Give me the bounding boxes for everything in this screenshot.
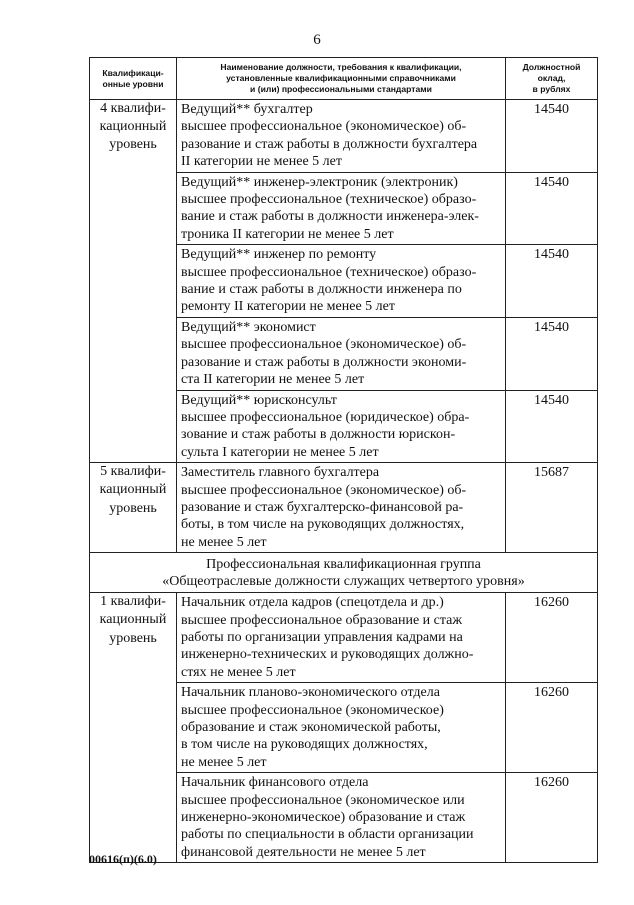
table-row bbox=[90, 463, 598, 553]
position-title: Начальник отдела кадров (спецотдела и др.) bbox=[181, 595, 444, 611]
table-header-row bbox=[90, 58, 598, 100]
requirement-line: вание и стаж работы в должности инженера-элек- bbox=[181, 209, 479, 225]
salary-cell: 16260 bbox=[506, 773, 598, 863]
position-description-cell bbox=[177, 100, 506, 173]
requirement-line: ста II категории не менее 5 лет bbox=[181, 372, 365, 388]
requirement-line: образование и стаж экономической работы, bbox=[181, 720, 441, 735]
requirement-line: высшее профессиональное (техническое) образо- bbox=[181, 264, 477, 280]
position-description-cell bbox=[177, 773, 506, 863]
requirement-line: не менее 5 лет bbox=[181, 754, 267, 770]
header-salary: Должностной оклад, в рублях bbox=[506, 58, 598, 100]
position-title: Ведущий** экономист bbox=[181, 319, 316, 335]
salary-cell: 14540 bbox=[506, 317, 598, 390]
requirement-line: троника II категории не менее 5 лет bbox=[181, 226, 394, 242]
requirement-line: не менее 5 лет bbox=[181, 534, 267, 550]
position-description-cell bbox=[177, 172, 506, 245]
requirement-line: высшее профессиональное (экономическое) об- bbox=[181, 337, 467, 353]
requirement-line: разование и стаж работы в должности бухгалтера bbox=[181, 136, 478, 152]
requirement-line: высшее профессиональное (юридическое) обра- bbox=[181, 409, 470, 425]
requirement-line: высшее профессиональное (экономическое или bbox=[181, 792, 465, 808]
salary-cell: 14540 bbox=[506, 172, 598, 245]
position-title: Начальник финансового отдела bbox=[181, 775, 369, 791]
document-code: 00616(п)(6.0) bbox=[89, 852, 157, 866]
requirement-line: боты, в том числе на руководящих должностях, bbox=[181, 517, 465, 533]
qualification-table bbox=[89, 57, 598, 863]
requirement-line: работы по организации управления кадрами на bbox=[181, 629, 463, 645]
group-title: Профессиональная квалификационная группа «Общеотраслевые должности служащих четвертого уровня» bbox=[90, 553, 598, 593]
requirement-line: высшее профессиональное (экономическое) bbox=[181, 702, 444, 718]
qualification-level-cell: 4 квалифи- кационный уровень bbox=[90, 100, 177, 463]
salary-cell: 15687 bbox=[506, 463, 598, 553]
table-row bbox=[90, 100, 598, 173]
requirement-line: разование и стаж бухгалтерско-финансовой ра- bbox=[181, 499, 464, 515]
requirement-line: II категории не менее 5 лет bbox=[181, 154, 342, 170]
header-position: Наименование должности, требования к квалификации, установленные квалификационными справочниками и (или) профессиональными стандартами bbox=[177, 58, 506, 100]
header-level: Квалификаци- онные уровни bbox=[90, 58, 177, 100]
requirement-line: работы по специальности в области организации bbox=[181, 827, 474, 843]
position-title: Ведущий** инженер-электроник (электроник) bbox=[181, 174, 458, 190]
requirement-line: инженерно-экономическое) образование и стаж bbox=[181, 810, 466, 826]
position-description-cell bbox=[177, 593, 506, 683]
requirement-line: ремонту II категории не менее 5 лет bbox=[181, 299, 395, 315]
salary-cell: 16260 bbox=[506, 683, 598, 773]
requirement-line: зование и стаж работы в должности юрискон- bbox=[181, 427, 456, 443]
requirement-line: сульта I категории не менее 5 лет bbox=[181, 444, 379, 460]
salary-cell: 16260 bbox=[506, 593, 598, 683]
position-description-cell bbox=[177, 245, 506, 318]
qualification-level-cell: 5 квалифи- кационный уровень bbox=[90, 463, 177, 553]
group-title-row bbox=[90, 553, 598, 593]
requirement-line: высшее профессиональное (техническое) образо- bbox=[181, 192, 477, 208]
requirement-line: вание и стаж работы в должности инженера по bbox=[181, 282, 462, 298]
position-title: Заместитель главного бухгалтера bbox=[181, 465, 380, 481]
position-description-cell bbox=[177, 390, 506, 463]
requirement-line: разование и стаж работы в должности экономи- bbox=[181, 354, 467, 370]
page-number: 6 bbox=[313, 32, 321, 48]
salary-cell: 14540 bbox=[506, 390, 598, 463]
requirement-line: высшее профессиональное (экономическое) об- bbox=[181, 482, 467, 498]
requirement-line: инженерно-технических и руководящих должно- bbox=[181, 647, 474, 663]
requirement-line: высшее профессиональное образование и стаж bbox=[181, 612, 463, 628]
table-row bbox=[90, 593, 598, 683]
qualification-level-cell: 1 квалифи- кационный уровень bbox=[90, 593, 177, 863]
position-title: Ведущий** юрисконсульт bbox=[181, 392, 337, 408]
salary-cell: 14540 bbox=[506, 100, 598, 173]
position-title: Начальник планово-экономического отдела bbox=[181, 685, 440, 701]
position-description-cell bbox=[177, 463, 506, 553]
position-description-cell bbox=[177, 683, 506, 773]
position-description-cell bbox=[177, 317, 506, 390]
requirement-line: стях не менее 5 лет bbox=[181, 664, 296, 680]
position-title: Ведущий** бухгалтер bbox=[181, 102, 313, 117]
requirement-line: финансовой деятельности не менее 5 лет bbox=[181, 844, 426, 860]
requirement-line: в том числе на руководящих должностях, bbox=[181, 737, 428, 753]
salary-cell: 14540 bbox=[506, 245, 598, 318]
requirement-line: высшее профессиональное (экономическое) об- bbox=[181, 119, 467, 135]
position-title: Ведущий** инженер по ремонту bbox=[181, 247, 377, 263]
